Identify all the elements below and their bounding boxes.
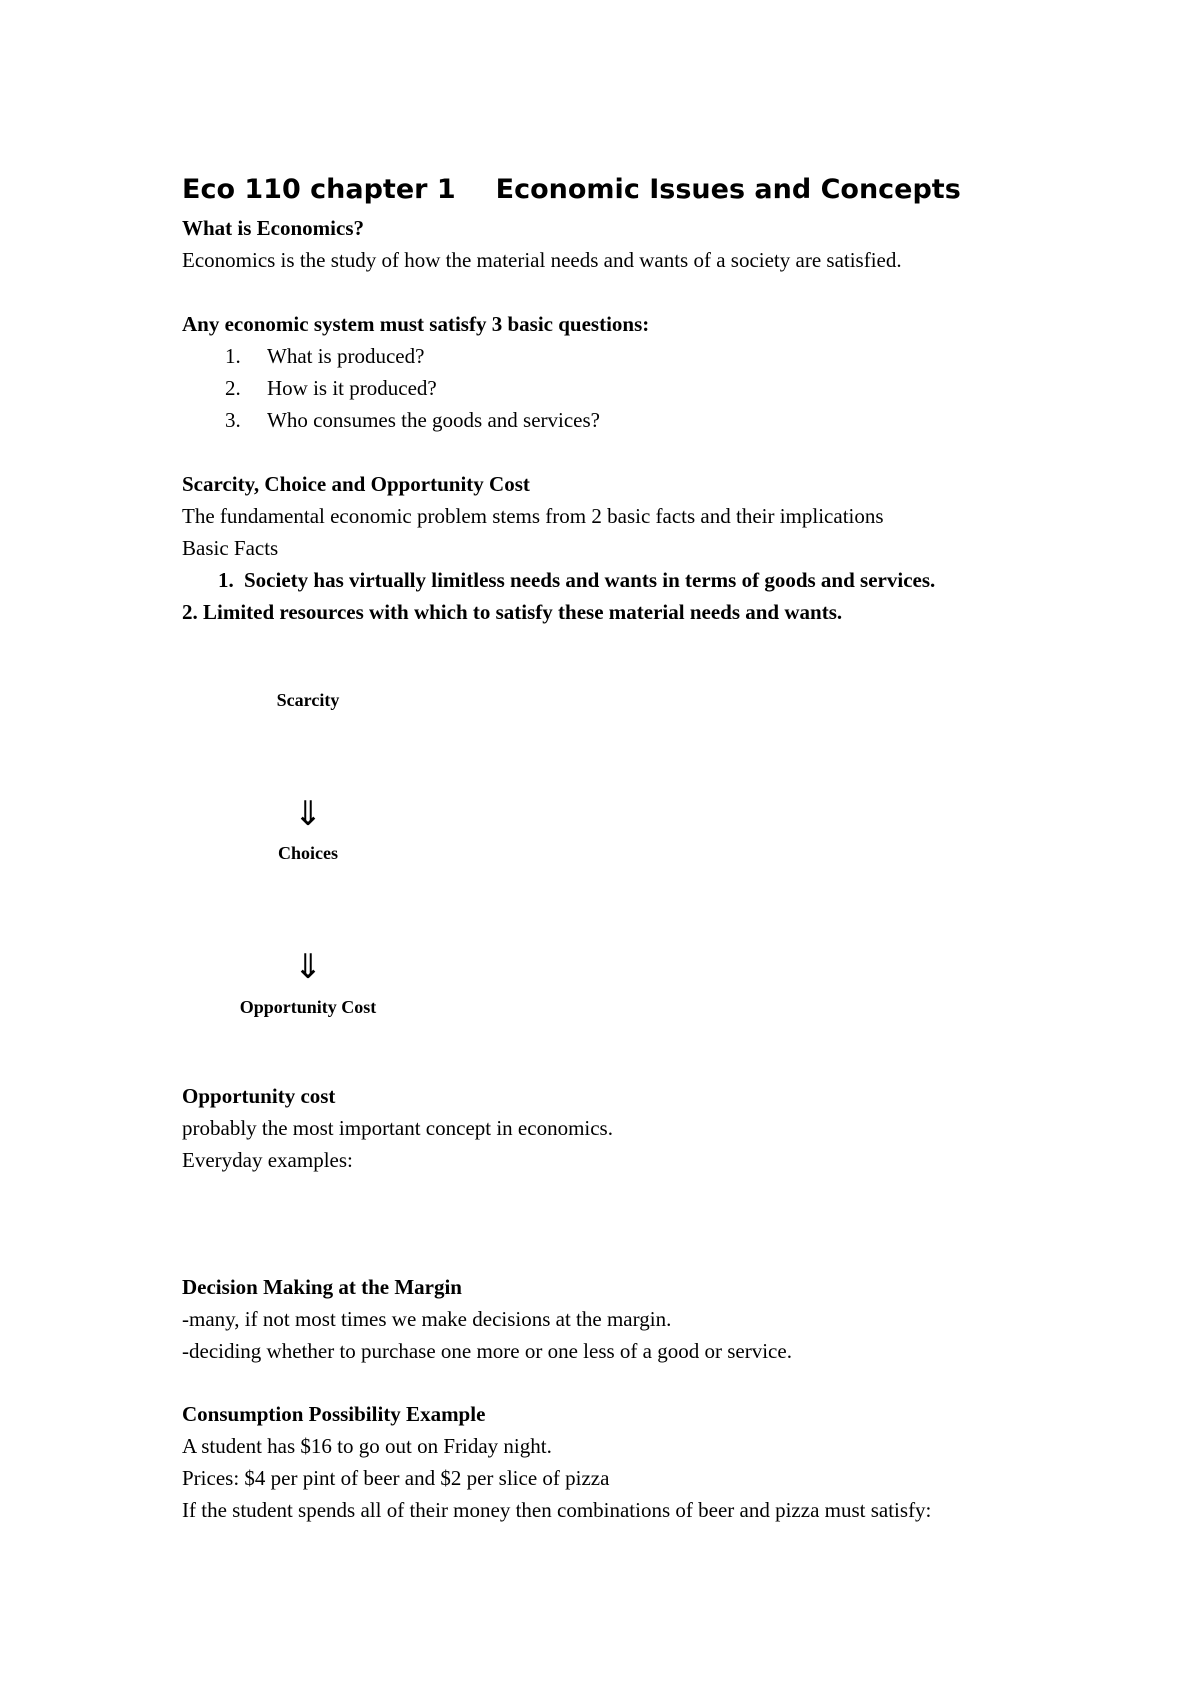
questions-heading: Any economic system must satisfy 3 basic questions:: [182, 312, 650, 336]
basic-fact-2: 2. Limited resources with which to satisfy these material needs and wants.: [182, 600, 843, 624]
opportunity-section: [182, 1080, 1022, 1176]
scarcity-intro: The fundamental economic problem stems from 2 basic facts and their implications: [182, 504, 884, 528]
page-title: [182, 170, 1022, 210]
opportunity-line-2: Everyday examples:: [182, 1148, 353, 1172]
list-item: 3. Who consumes the goods and services?: [225, 408, 600, 432]
margin-section: [182, 1271, 1022, 1367]
basic-facts-label: Basic Facts: [182, 536, 279, 560]
consumption-line-2: Prices: $4 per pint of beer and $2 per slice of pizza: [182, 1466, 610, 1490]
consumption-line-3: If the student spends all of their money then combinations of beer and pizza must satisfy:: [182, 1498, 932, 1522]
list-item: 2. How is it produced?: [225, 376, 437, 400]
flow-scarcity: Scarcity: [276, 690, 340, 710]
margin-line-1: -many, if not most times we make decisions at the margin.: [182, 1307, 672, 1331]
list-item: 1. What is produced?: [225, 344, 425, 368]
opportunity-heading: Opportunity cost: [182, 1084, 336, 1108]
questions-list: [182, 340, 1022, 436]
margin-line-2: -deciding whether to purchase one more or one less of a good or service.: [182, 1339, 792, 1363]
flow-choices: Choices: [278, 843, 338, 863]
margin-heading: Decision Making at the Margin: [182, 1275, 462, 1299]
opportunity-line-1: probably the most important concept in economics.: [182, 1116, 613, 1140]
course-title: Eco 110 chapter 1: [182, 174, 456, 205]
document-body: [182, 170, 1022, 628]
scarcity-heading: Scarcity, Choice and Opportunity Cost: [182, 472, 530, 496]
topic-title: Economic Issues and Concepts: [495, 174, 961, 205]
down-arrow-icon: ⇓: [293, 794, 323, 834]
what-is-heading: What is Economics?: [182, 216, 365, 240]
flow-opportunity-cost: Opportunity Cost: [239, 997, 377, 1017]
what-is-text: Economics is the study of how the material needs and wants of a society are satisfied.: [182, 248, 902, 272]
consumption-heading: Consumption Possibility Example: [182, 1402, 486, 1426]
basic-fact-1: 1. Society has virtually limitless needs and wants in terms of goods and services.: [218, 568, 936, 592]
consumption-section: [182, 1398, 1022, 1526]
consumption-line-1: A student has $16 to go out on Friday night.: [182, 1434, 552, 1458]
down-arrow-icon: ⇓: [293, 947, 323, 987]
